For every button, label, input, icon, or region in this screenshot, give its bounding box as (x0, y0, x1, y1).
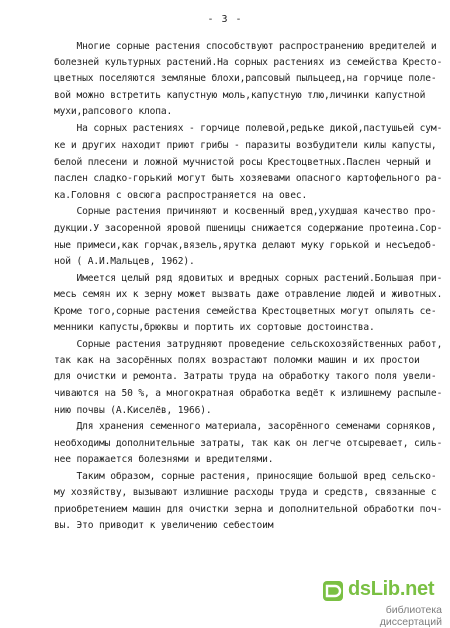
text-line: так как на засорённых полях возрастают поломки машин и их простои (54, 355, 420, 366)
text-line: ной ( А.И.Мальцев, 1962). (54, 256, 195, 267)
text-line: белой плесени и ложной мучнистой росы Крестоцветных.Паслен черный и (54, 157, 431, 168)
text-line: На сорных растениях - горчице полевой,редьке дикой,пастушьей сум- (54, 123, 443, 134)
text-line: болезней культурных растений.На сорных растениях из семейства Кресто- (54, 57, 443, 68)
text-line: ка.Головня с овсюга распространяется на овес. (54, 190, 308, 201)
watermark-tagline: библиотека диссертаций (379, 604, 442, 628)
text-line: Таким образом, сорные растения, приносящие большой вред сельско- (54, 471, 437, 482)
dslib-logo-icon (322, 580, 344, 602)
text-line: для очистки и ремонта. Затраты труда на обработку такого поля увели- (54, 371, 437, 382)
text-line: Кроме того,сорные растения семейства Крестоцветных могут опылять се- (54, 306, 437, 317)
text-line: ные примеси,как горчак,вязель,ярутка делают муку горькой и несъедоб- (54, 240, 437, 251)
text-line: паслен сладко-горький могут быть хозяевами опасного картофельного ра- (54, 173, 443, 184)
text-line: Сорные растения затрудняют проведение сельскохозяйственных работ, (54, 339, 443, 350)
text-line: необходимы дополнительные затраты, так как он легче отсыревает, силь- (54, 438, 443, 449)
text-line: цветных поселяются земляные блохи,рапсовый пыльцеед,на горчице поле- (54, 73, 437, 84)
text-line: ке и других находит приют грибы - паразиты возбудители килы капусты, (54, 140, 437, 151)
text-line: мухи,рапсового клопа. (54, 106, 173, 117)
text-line: Имеется целый ряд ядовитых и вредных сорных растений.Большая при- (54, 273, 443, 284)
text-line: дукции.У засоренной яровой пшеницы снижается содержание протеина.Сор- (54, 223, 443, 234)
text-line: вы. Это приводит к увеличению себестоим (54, 520, 274, 531)
text-line: нее поражается болезнями и вредителями. (54, 454, 274, 465)
text-line: Многие сорные растения способствуют распространению вредителей и (54, 41, 437, 52)
text-line: менники капусты,брюквы и портить их сортовые достоинства. (54, 322, 375, 333)
text-line: му хозяйству, вызывают излишние расходы труда и средств, связанные с (54, 487, 437, 498)
text-line: Сорные растения причиняют и косвенный вред,ухудшая качество про- (54, 206, 437, 217)
page-number: - 3 - (207, 14, 243, 25)
text-line: приобретением машин для очистки зерна и дополнительной обработки поч- (54, 504, 443, 515)
text-line: чиваются на 50 %, а многократная обработка ведёт к излишнему распыле- (54, 388, 443, 399)
text-line: нию почвы (А.Киселёв, 1966). (54, 405, 212, 416)
text-line: месь семян их к зерну может вызвать даже отравление людей и животных. (54, 289, 443, 300)
watermark (322, 574, 442, 628)
text-line: Для хранения семенного материала, засорённого семенами сорняков, (54, 421, 437, 432)
watermark-site: dsLib.net (348, 578, 435, 600)
text-line: вой можно встретить капустную моль,капустную тлю,личинки капустной (54, 90, 426, 101)
